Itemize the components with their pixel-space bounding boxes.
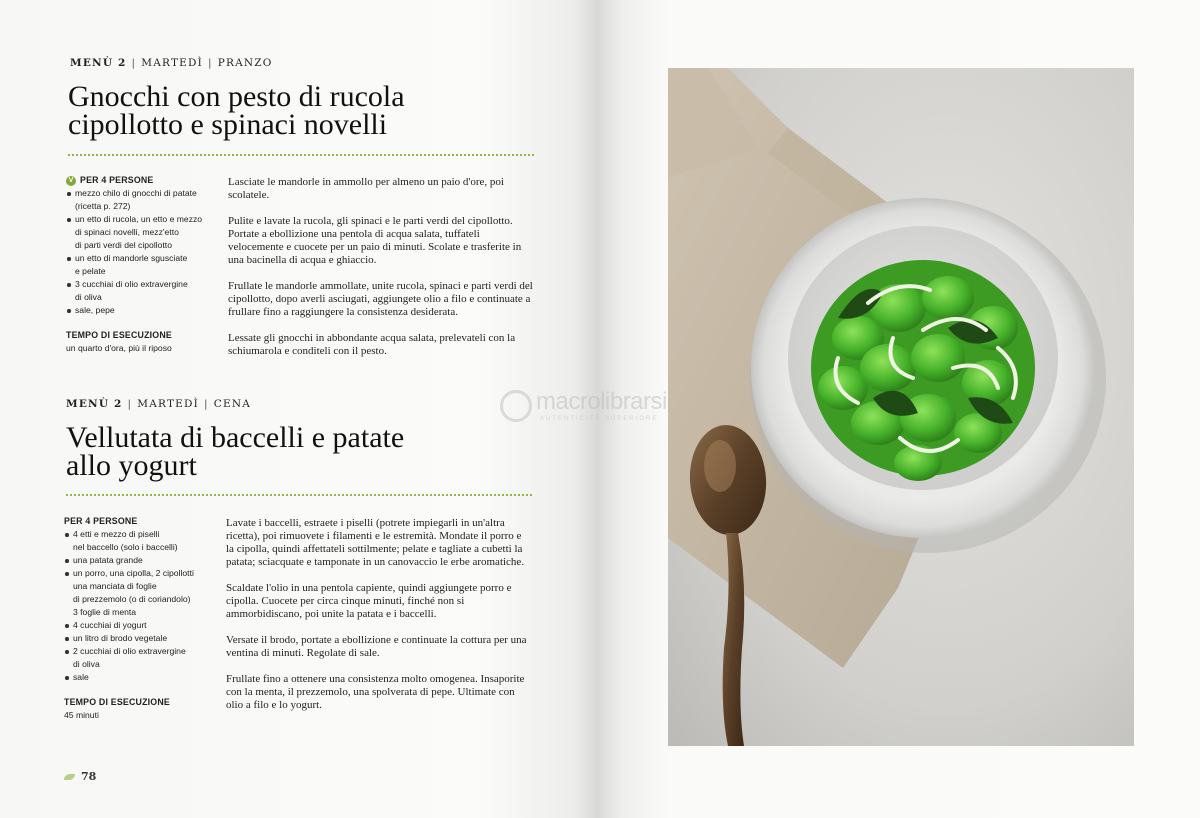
method-paragraph: Lasciate le mandorle in ammollo per almeno un paio d'ore, poi scolatele. [228, 176, 504, 201]
ingredient-item: 3 foglie di menta [73, 607, 137, 617]
ingredient-item: di spinaci novelli, mezz'etto [75, 227, 179, 237]
leaf-icon [64, 774, 75, 780]
method-text [228, 176, 534, 371]
watermark-text: macrolibrarsi [536, 388, 667, 415]
ingredients-block [66, 174, 226, 355]
menu-header-lunch: MENÙ 2 | MARTEDÌ | PRANZO [70, 57, 273, 69]
ingredient-item: un porro, una cipolla, 2 cipollotti [64, 567, 224, 580]
time-value: un quarto d'ora, più il riposo [66, 343, 172, 353]
method-paragraph: Versate il brodo, portate a ebollizione e continuate la cottura per una ventina di minuti. Regolate di sale. [226, 634, 527, 659]
ingredient-item: di oliva [75, 292, 102, 302]
ingredient-item: 2 cucchiai di olio extravergine [64, 645, 224, 658]
title-line-2: cipollotto e spinaci novelli [68, 108, 388, 141]
ingredient-item: e pelate [75, 266, 106, 276]
ingredient-item: di prezzemolo (o di coriandolo) [73, 594, 191, 604]
menu-label: MENÙ 2 [66, 398, 123, 410]
page-number: 78 [64, 770, 96, 783]
ingredient-item: nel baccello (solo i baccelli) [73, 542, 178, 552]
dotted-divider [66, 494, 532, 496]
ingredient-list [64, 528, 224, 684]
menu-day: MARTEDÌ [141, 57, 203, 69]
time-value: 45 minuti [64, 710, 99, 720]
vegetarian-icon: V [66, 176, 76, 186]
ingredient-item: un etto di rucola, un etto e mezzo [66, 213, 226, 226]
recipe-title-vellutata [66, 421, 405, 482]
method-text [226, 517, 532, 725]
ingredients-block [64, 515, 224, 722]
method-paragraph: Lavate i baccelli, estraete i piselli (potrete impiegarli in un'altra ricetta), poi rimuovete i filamenti e le estremità. Mondate il porro e la cipolla, quindi affettateli sottilmente; pelate e tagliate a cubetti la patata; sciacquate e tamponate in un canovaccio le erbe aromatiche. [226, 517, 525, 568]
title-line-1: Vellutata di baccelli e patate [66, 421, 405, 454]
gnocchi-bowl-image [668, 68, 1134, 746]
method-paragraph: Frullate le mandorle ammollate, unite rucola, spinaci e parti verdi del cipollotto, dopo averli asciugati, aggiungete olio a filo e continuate a frullare fino a raggiungere la consistenza desiderata. [228, 280, 533, 318]
ingredient-item: (ricetta p. 272) [75, 201, 131, 211]
watermark-logo-icon [500, 390, 532, 422]
method-paragraph: Pulite e lavate la rucola, gli spinaci e le parti verdi del cipollotto. Portate a ebollizione una pentola di acqua salata, tuffateli velocemente e cuocete per un paio di minuti. Scolate e trasferite in una bacinella di acqua e ghiaccio. [228, 215, 522, 266]
menu-meal: PRANZO [217, 57, 273, 69]
ingredient-item: un litro di brodo vegetale [64, 632, 224, 645]
menu-header-dinner: MENÙ 2 | MARTEDÌ | CENA [66, 398, 252, 410]
dotted-divider [68, 154, 534, 156]
method-paragraph: Scaldate l'olio in una pentola capiente, quindi aggiungete porro e cipolla. Cuocete per circa cinque minuti, finché non si ammorbidiscano, poi unite la patata e i baccelli. [226, 582, 512, 620]
menu-label: MENÙ 2 [70, 57, 127, 69]
watermark-subtext: AUTENTICITÀ SUPERIORE [540, 416, 659, 422]
title-line-1: Gnocchi con pesto di rucola [68, 80, 405, 113]
title-line-2: allo yogurt [66, 449, 197, 482]
servings-label: V PER 4 PERSONE [66, 174, 226, 187]
ingredient-item: una patata grande [64, 554, 224, 567]
ingredient-item: sale [64, 671, 224, 684]
food-photo [668, 68, 1134, 746]
servings-label: PER 4 PERSONE [64, 516, 138, 526]
recipe-title-gnocchi [68, 80, 405, 141]
ingredient-item: una manciata di foglie [73, 581, 157, 591]
ingredient-item: 4 etti e mezzo di piselli [64, 528, 224, 541]
ingredient-item: 3 cucchiai di olio extravergine [66, 278, 226, 291]
ingredient-list [66, 187, 226, 317]
ingredient-item: di oliva [73, 659, 100, 669]
ingredient-item: un etto di mandorle sgusciate [66, 252, 226, 265]
ingredient-item: di parti verdi del cipollotto [75, 240, 172, 250]
menu-day: MARTEDÌ [137, 398, 199, 410]
time-label: TEMPO DI ESECUZIONE [66, 330, 172, 340]
watermark [500, 386, 710, 426]
ingredient-item: sale, pepe [66, 304, 226, 317]
time-label: TEMPO DI ESECUZIONE [64, 697, 170, 707]
ingredient-item: mezzo chilo di gnocchi di patate [66, 187, 226, 200]
menu-meal: CENA [213, 398, 252, 410]
ingredient-item: 4 cucchiai di yogurt [64, 619, 224, 632]
method-paragraph: Frullate fino a ottenere una consistenza molto omogenea. Insaporite con la menta, il prezzemolo, una spolverata di pepe. Ultimate con olio a filo e lo yogurt. [226, 673, 525, 711]
method-paragraph: Lessate gli gnocchi in abbondante acqua salata, prelevateli con la schiumarola e conditeli con il pesto. [228, 332, 516, 357]
